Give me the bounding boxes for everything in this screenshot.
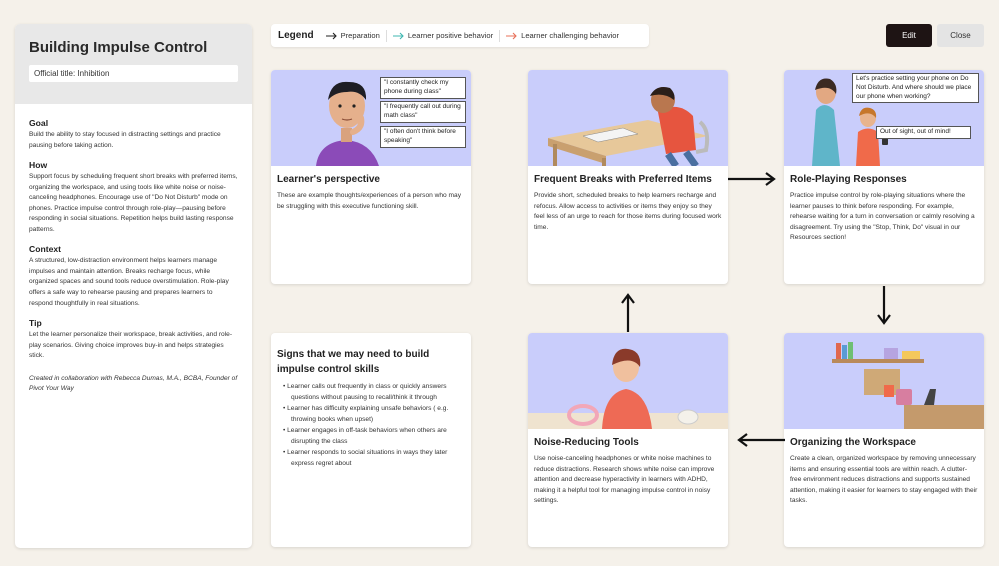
edit-button[interactable]: Edit: [886, 24, 932, 47]
tip-heading: Tip: [29, 318, 42, 329]
close-button[interactable]: Close: [937, 24, 984, 47]
sidebar-panel: [15, 24, 252, 548]
card-text: These are example thoughts/experiences of a person who may be struggling with this executive functioning skill.: [277, 192, 461, 210]
card-signs[interactable]: [271, 333, 471, 547]
sidebar-body: [15, 104, 252, 395]
legend-label: Preparation: [340, 31, 380, 40]
student-desk-icon: [528, 70, 728, 166]
workspace-illustration: [784, 333, 984, 429]
organized-desk-icon: [784, 333, 984, 429]
card-title: Signs that we may need to build impulse control skills: [277, 349, 430, 375]
card-learner-perspective[interactable]: [271, 70, 471, 284]
legend-item-positive: [393, 31, 493, 40]
official-title: Official title: Inhibition: [29, 65, 238, 82]
card-title: Noise-Reducing Tools: [534, 437, 639, 448]
context-heading: Context: [29, 244, 61, 255]
card-title: Frequent Breaks with Preferred Items: [534, 174, 712, 185]
card-text: Use noise-canceling headphones or white noise machines to reduce distractions. Research shows white noise can improve attention and decrease hyperactivity in learners with ADHD, making it a helpful tool for managing impulse control in noisy settings.: [534, 455, 715, 505]
signs-list: [277, 382, 465, 469]
thought-bubble: "I frequently call out during math class": [380, 101, 466, 123]
list-item: • Learner calls out frequently in class or quickly answers questions without pausing to recall/think it through: [283, 382, 465, 403]
card-title: Role-Playing Responses: [790, 174, 907, 185]
breaks-illustration: [528, 70, 728, 166]
card-title: Organizing the Workspace: [790, 437, 916, 448]
arrow-right-icon: [326, 32, 338, 40]
speech-bubble: Let's practice setting your phone on Do Not Disturb. And where should we place our phone when working?: [852, 73, 979, 103]
sidebar-header: [15, 24, 252, 104]
list-item: • Learner has difficulty explaining unsafe behaviors ( e.g. throwing books when upset): [283, 404, 465, 425]
credit-text: Created in collaboration with Rebecca Dumas, M.A., BCBA, Founder of Pivot Your Way: [29, 374, 238, 393]
card-text: Create a clean, organized workspace by removing unnecessary items and ensuring essential tools are within reach. A clutter-free environment reduces distractions and supports sustained attention, making it easier for learners to stay engaged with their tasks.: [790, 455, 978, 505]
arrow-right-icon: [506, 32, 518, 40]
legend-title: Legend: [278, 30, 314, 41]
card-organizing-workspace[interactable]: [784, 333, 984, 547]
legend-divider: [386, 30, 387, 42]
card-text: Practice impulse control by role-playing situations where the learner pauses to think before responding. For example, rehearse waiting for a turn in conversation or calmly resolving a disagreement. Try using the "Stop, Think, Do" visual in our Resources section!: [790, 192, 975, 242]
list-item: • Learner engages in off-task behaviors when others are disrupting the class: [283, 426, 465, 447]
legend-item-challenging: [506, 31, 619, 40]
card-text: Provide short, scheduled breaks to help learners recharge and refocus. Allow access to activities or items they enjoy so they feel less of an urge to reach for those items during focused work time.: [534, 192, 722, 231]
legend-divider: [499, 30, 500, 42]
legend: [271, 24, 649, 47]
arrow-right-icon: [728, 172, 778, 186]
tip-text: Let the learner personalize their workspace, break activities, and role-play scenarios. Giving choice improves buy-in and helps strategies stick.: [29, 331, 233, 360]
page-title: Building Impulse Control: [29, 39, 208, 56]
how-heading: How: [29, 160, 48, 171]
legend-label: Learner challenging behavior: [521, 31, 620, 40]
arrow-right-icon: [393, 32, 405, 40]
noise-illustration: [528, 333, 728, 429]
card-frequent-breaks[interactable]: [528, 70, 728, 284]
goal-text: Build the ability to stay focused in distracting settings and practice pausing before taking action.: [29, 131, 221, 149]
arrow-up-icon: [621, 292, 635, 332]
legend-item-preparation: [326, 31, 380, 40]
card-role-playing[interactable]: [784, 70, 984, 284]
arrow-down-icon: [877, 286, 891, 326]
goal-heading: Goal: [29, 118, 49, 128]
card-noise-reducing[interactable]: [528, 333, 728, 547]
student-headphones-icon: [528, 333, 728, 429]
thought-bubble: "I often don't think before speaking": [380, 126, 466, 148]
context-text: A structured, low-distraction environment helps learners manage impulses and maintain attention. Breaks recharge focus, while organized spaces and sound tools reduce overstimulation. Role-play offers a safe way to rehearse pausing and prepares learners to respond thoughtfully in real situations.: [29, 257, 229, 307]
roleplay-illustration: [784, 70, 984, 166]
list-item: • Learner responds to social situations in ways they later express regret about: [283, 448, 465, 469]
learner-illustration: [271, 70, 471, 166]
card-title: Learner's perspective: [277, 174, 380, 185]
how-text: Support focus by scheduling frequent short breaks with preferred items, organizing the workspace, and using tools like white noise or noise-canceling headphones. Encourage use of "Do Not Disturb" mode on phones. Practice impulse control through role-play—pausing before responding in social situations. Repetition helps build lasting response patterns.: [29, 173, 238, 233]
thought-bubble: "I constantly check my phone during class": [380, 77, 466, 99]
legend-label: Learner positive behavior: [407, 31, 494, 40]
arrow-left-icon: [735, 433, 785, 447]
speech-bubble: Out of sight, out of mind!: [876, 126, 971, 139]
